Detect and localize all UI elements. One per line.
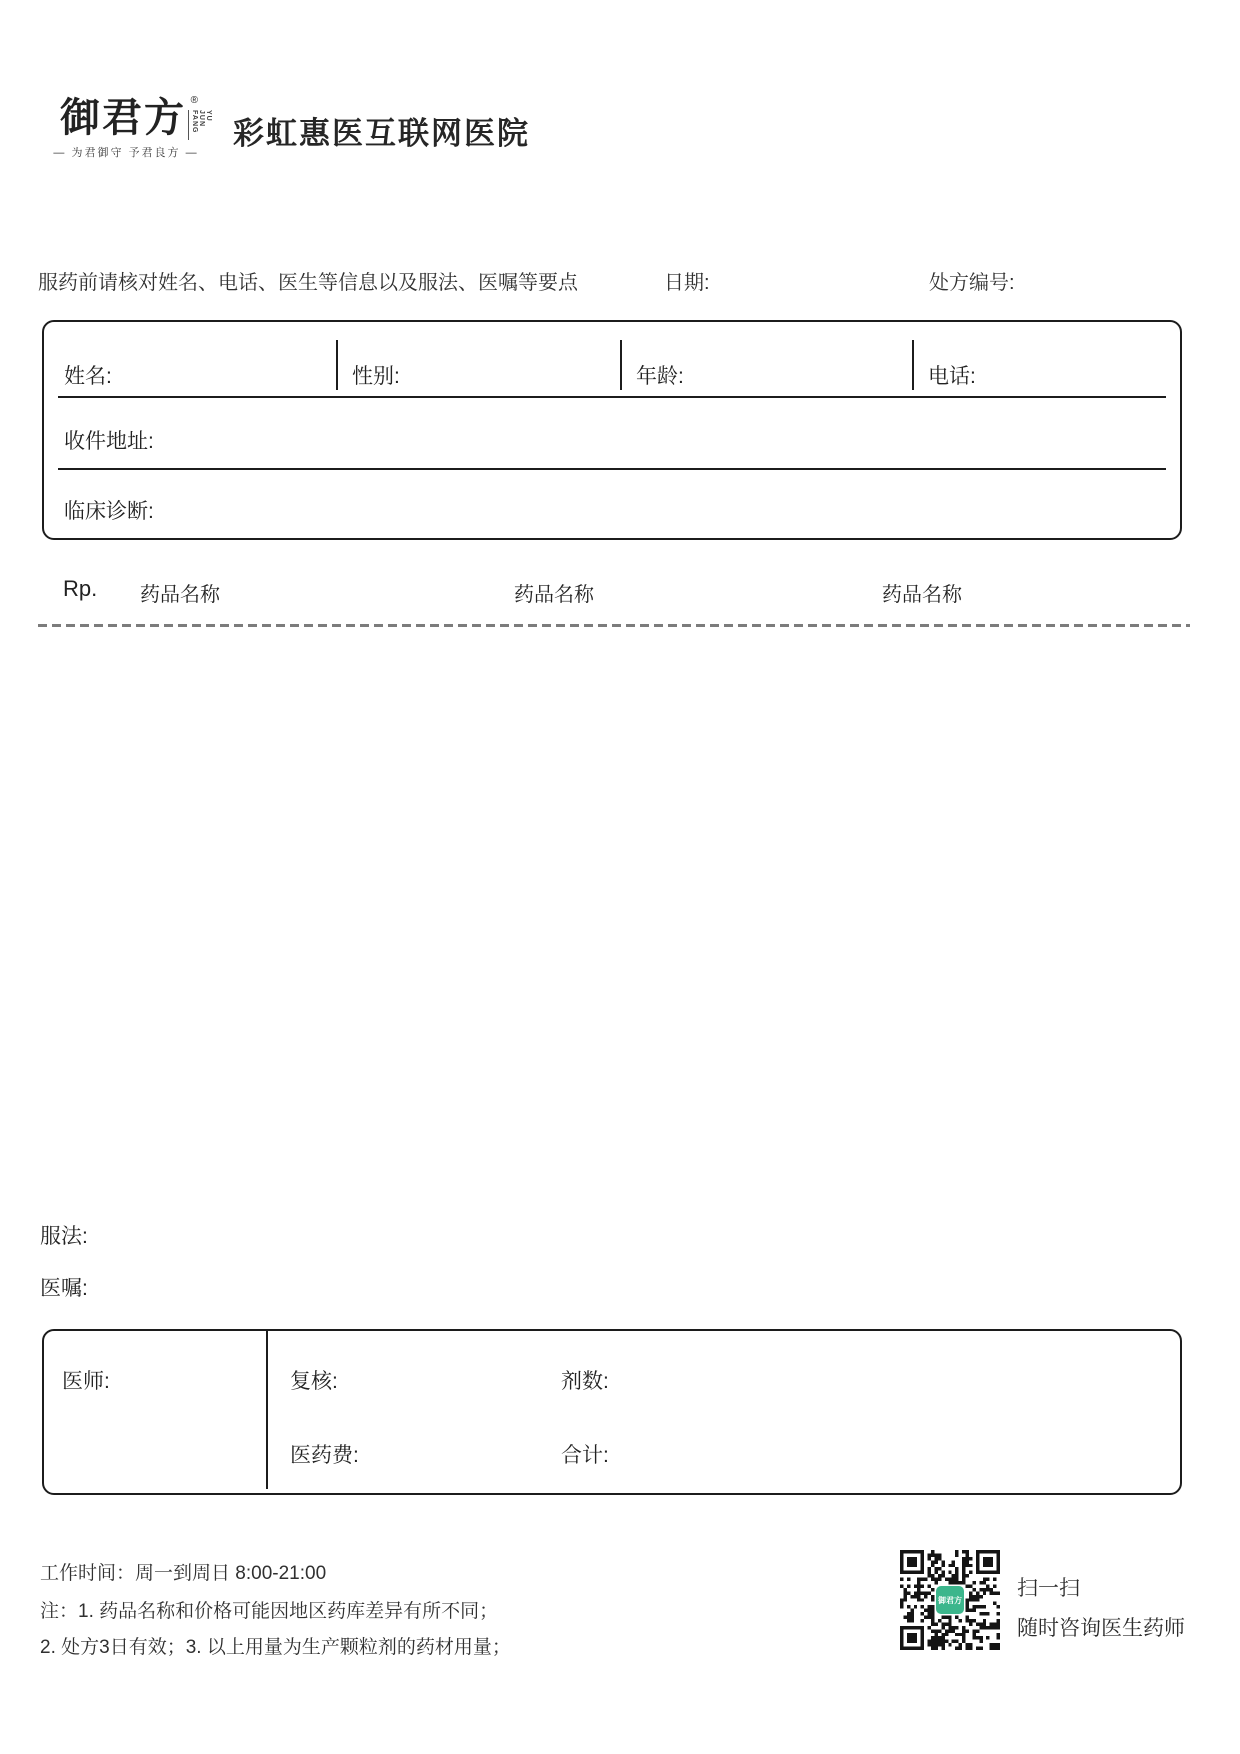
age-field-label: 年龄:	[636, 365, 684, 388]
patient-info-box	[42, 320, 1182, 540]
qr-center-logo: 御君方	[936, 1586, 964, 1614]
row-divider	[58, 396, 1166, 398]
verification-notice: 服药前请核对姓名、电话、医生等信息以及服法、医嘱等要点	[38, 272, 578, 294]
dose-count-field-label: 剂数:	[561, 1370, 609, 1393]
brand-logo-text: 御君方	[60, 94, 186, 141]
signature-box-divider	[266, 1331, 268, 1489]
prescription-separator-dashed-line	[38, 624, 1190, 627]
diagnosis-field-label: 临床诊断:	[64, 500, 154, 523]
usage-method-label: 服法:	[40, 1225, 88, 1248]
medicine-fee-field-label: 医药费:	[290, 1444, 359, 1467]
brand-logo	[60, 94, 212, 141]
address-field-label: 收件地址:	[64, 430, 154, 453]
brand-tagline: — 为君御守 予君良方 —	[53, 147, 199, 159]
footer-note-line2: 2. 处方3日有效；3. 以上用量为生产颗粒剂的药材用量；	[40, 1637, 511, 1658]
signature-box	[42, 1329, 1182, 1495]
field-divider	[620, 340, 622, 390]
hospital-name: 彩虹惠医互联网医院	[233, 116, 530, 151]
rp-label: Rp.	[63, 576, 98, 601]
field-divider	[336, 340, 338, 390]
total-field-label: 合计:	[561, 1444, 609, 1467]
scan-hint-text: 随时咨询医生药师	[1017, 1617, 1185, 1640]
prescription-number-label: 处方编号:	[929, 272, 1015, 294]
working-hours-text: 工作时间：周一到周日 8:00-21:00	[40, 1563, 327, 1584]
reviewer-field-label: 复核:	[290, 1370, 338, 1393]
doctor-field-label: 医师:	[62, 1370, 110, 1393]
brand-logo-romanized: YU JUN FANG	[188, 110, 212, 140]
phone-field-label: 电话:	[928, 365, 976, 388]
scan-label: 扫一扫	[1017, 1577, 1080, 1600]
row-divider	[58, 468, 1166, 470]
field-divider	[912, 340, 914, 390]
doctor-advice-label: 医嘱:	[40, 1277, 88, 1300]
gender-field-label: 性别:	[352, 365, 400, 388]
drug-name-column-header: 药品名称	[140, 584, 220, 606]
registered-trademark-icon: ®	[190, 95, 200, 106]
drug-name-column-header: 药品名称	[514, 584, 594, 606]
drug-name-column-header: 药品名称	[882, 584, 962, 606]
footer-note-line1: 注：1. 药品名称和价格可能因地区药库差异有所不同；	[40, 1601, 499, 1622]
name-field-label: 姓名:	[64, 365, 112, 388]
date-label: 日期:	[664, 272, 710, 294]
